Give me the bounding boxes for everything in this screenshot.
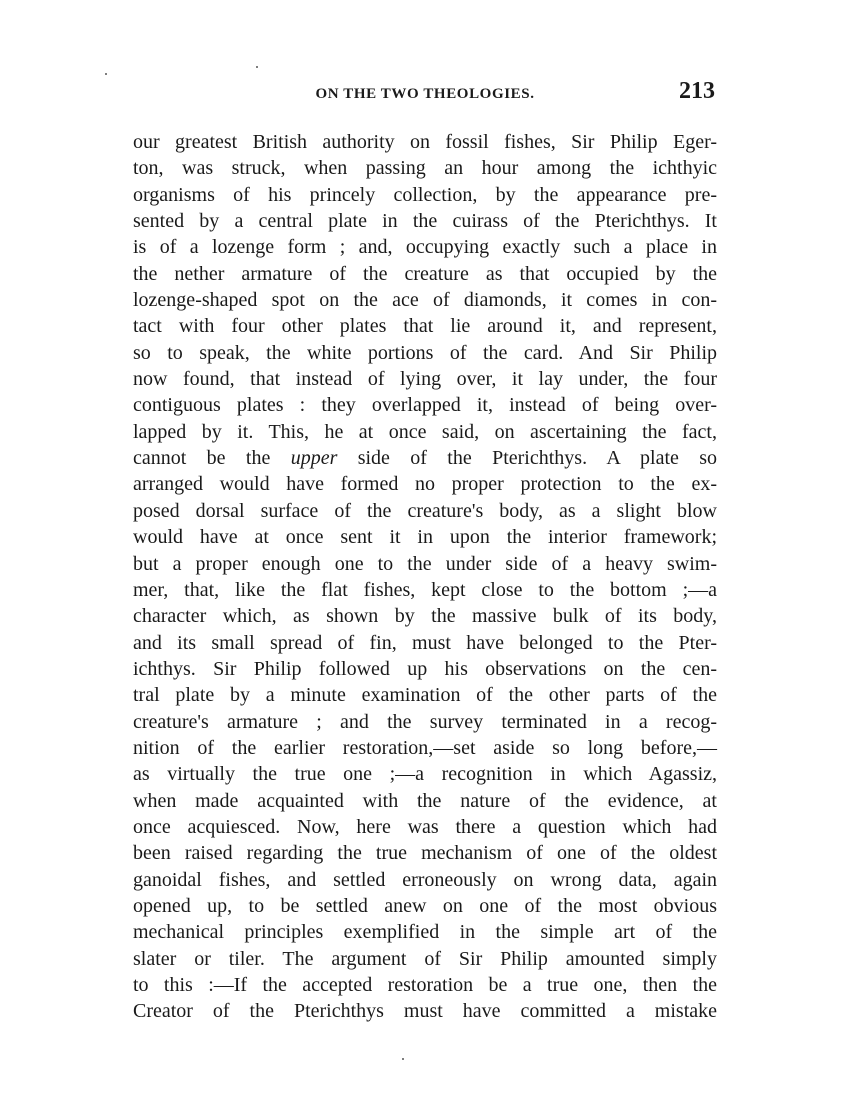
text-line: now found, that instead of lying over, it lay under, the four	[133, 368, 717, 391]
text-line: ganoidal fishes, and settled erroneously on wrong data, again	[133, 868, 717, 891]
text-line: ichthys. Sir Philip followed up his observations on the cen-	[133, 657, 717, 680]
text-line: ton, was struck, when passing an hour among the ichthyic	[133, 157, 717, 180]
text-line: once acquiesced. Now, here was there a question which had	[133, 815, 717, 838]
ink-speck	[105, 73, 107, 75]
text-line: our greatest British authority on fossil fishes, Sir Philip Eger-	[133, 131, 717, 153]
ink-speck	[402, 1058, 404, 1060]
text-line: mechanical principles exemplified in the simple art of the	[133, 921, 717, 944]
text-line: lapped by it. This, he at once said, on ascertaining the fact,	[133, 420, 717, 443]
running-title: ON THE TWO THEOLOGIES.	[315, 86, 535, 102]
text-line: tral plate by a minute examination of the other parts of the	[133, 684, 717, 707]
page-number: 213	[679, 78, 715, 104]
text-line: would have at once sent it in upon the interior framework;	[133, 526, 717, 549]
text-line: character which, as shown by the massive bulk of its body,	[133, 605, 717, 628]
text-line: arranged would have formed no proper protection to the ex-	[133, 473, 717, 496]
text-line: lozenge-shaped spot on the ace of diamonds, it comes in con-	[133, 289, 717, 312]
text-line: nition of the earlier restoration,—set aside so long before,—	[133, 736, 717, 759]
text-line: but a proper enough one to the under side of a heavy swim-	[133, 552, 717, 575]
text-line: the nether armature of the creature as that occupied by the	[133, 262, 717, 285]
text-line: organisms of his princely collection, by the appearance pre-	[133, 183, 717, 206]
body-text	[133, 129, 717, 1025]
text-line: opened up, to be settled anew on one of the most obvious	[133, 894, 717, 917]
text-line: slater or tiler. The argument of Sir Philip amounted simply	[133, 947, 717, 970]
running-head	[133, 78, 717, 108]
text-line: Creator of the Pterichthys must have committed a mistake	[133, 1000, 717, 1023]
text-line: posed dorsal surface of the creature's body, as a slight blow	[133, 499, 717, 522]
text-line: so to speak, the white portions of the card. And Sir Philip	[133, 341, 717, 364]
text-line: contiguous plates : they overlapped it, instead of being over-	[133, 394, 717, 417]
emphasis: upper	[290, 447, 338, 470]
text-line: cannot be the upper side of the Pterichthys. A plate so	[133, 447, 718, 470]
text-line: been raised regarding the true mechanism of one of the oldest	[133, 842, 717, 865]
text-line: tact with four other plates that lie around it, and represent,	[133, 315, 717, 338]
text-line: as virtually the true one ;—a recognition in which Agassiz,	[133, 763, 717, 786]
text-line: when made acquainted with the nature of the evidence, at	[133, 789, 717, 812]
text-line: mer, that, like the flat fishes, kept close to the bottom ;—a	[133, 578, 717, 601]
text-line: and its small spread of fin, must have belonged to the Pter-	[133, 631, 717, 654]
text-line: is of a lozenge form ; and, occupying exactly such a place in	[133, 236, 717, 259]
text-line: creature's armature ; and the survey terminated in a recog-	[133, 710, 717, 733]
text-line: to this :—If the accepted restoration be a true one, then the	[133, 974, 717, 996]
ink-speck	[256, 66, 258, 68]
text-line: sented by a central plate in the cuirass of the Pterichthys. It	[133, 210, 717, 233]
